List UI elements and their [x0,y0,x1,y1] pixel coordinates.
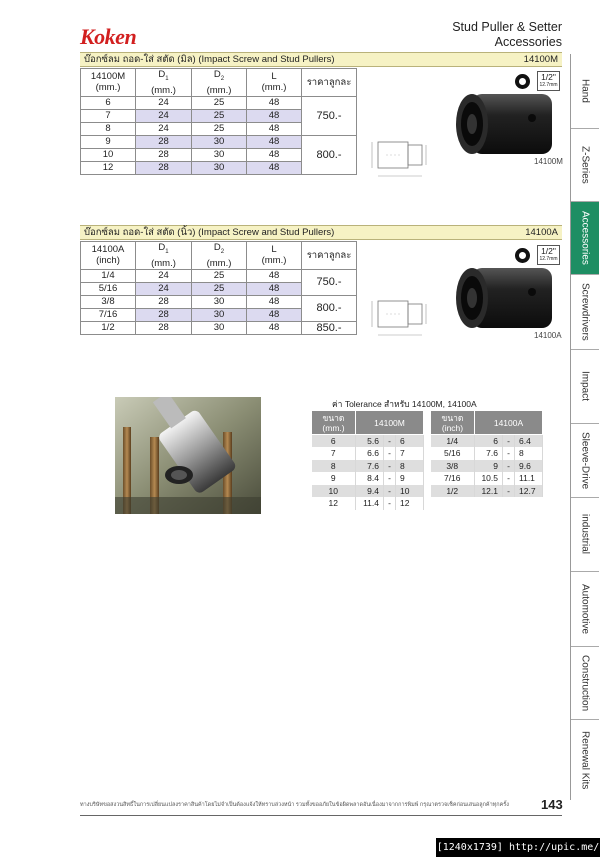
cell-min: 10.5 [475,472,503,485]
cell-size: 3/8 [431,460,475,473]
cell-d1: 24 [136,109,192,122]
cell-l: 48 [247,295,302,308]
cell-min: 5.6 [356,435,384,448]
tolerance-caption: ค่า Tolerance สำหรับ 14100M, 14100A [332,399,477,409]
table-row [312,460,424,473]
header-size: 14100A (inch) [81,242,136,270]
cell-d1: 24 [136,269,192,282]
cell-d2: 30 [192,295,247,308]
cell-d1: 24 [136,122,192,135]
cell-max: 9.6 [515,460,543,473]
cell-d2: 25 [192,269,247,282]
cell-d1: 28 [136,135,192,148]
header-title-line1: Stud Puller & Setter [452,20,562,34]
side-tab-automotive[interactable] [571,572,599,647]
table-header-row [81,69,357,97]
cell-size: 8 [312,460,356,473]
cell-l: 48 [247,269,302,282]
cell-l: 48 [247,308,302,321]
cell-min: 7.6 [356,460,384,473]
header-d2: $D_2$ (mm.) [192,69,247,97]
cell-dash: - [384,460,396,473]
inch-section-title-bar [80,225,562,240]
cell-size: 1/4 [431,435,475,448]
price-cell: 800.- [302,295,357,321]
drive-size-box: 1/2" 12.7mm [537,245,560,265]
koken-logo: Koken [80,24,137,49]
cell-dash: - [503,485,515,498]
cell-d2: 30 [192,321,247,334]
cell-size: 7 [81,109,136,122]
cell-size: 6 [81,96,136,109]
metric-spec-table [80,68,357,175]
metric-product-label: 14100M [534,157,563,166]
cell-max: 12 [396,497,424,510]
inch-spec-table [80,241,357,335]
inch-socket-image [450,262,560,334]
cell-max: 10 [396,485,424,498]
cell-d1: 28 [136,295,192,308]
cell-d1: 24 [136,96,192,109]
side-tab-sleeve-drive[interactable] [571,424,599,498]
side-tab-z-series[interactable] [571,129,599,202]
footer-divider [80,815,562,816]
side-tab-label: Z-Series [579,146,591,184]
cell-dash: - [503,447,515,460]
header-price: ราคาลูกละ [302,242,357,270]
side-tab-label: Renewal Kits [579,730,591,790]
side-tab-label: Sleeve-Drive [579,431,591,490]
square-drive-icon [515,248,530,263]
cell-min: 6.6 [356,447,384,460]
cell-d2: 25 [192,109,247,122]
cell-dash: - [384,435,396,448]
cell-dash: - [503,460,515,473]
side-tab-hand[interactable] [571,54,599,129]
header-l: L (mm.) [247,242,302,270]
table-row [81,295,357,308]
table-header-row [312,411,424,435]
side-tab-label: Hand [579,79,591,103]
table-row [312,435,424,448]
price-cell: 850.- [302,321,357,334]
drive-size-box: 1/2" 12.7mm [537,71,560,91]
cell-dash: - [384,497,396,510]
cell-d2: 25 [192,122,247,135]
stud-puller-application-photo [115,397,261,514]
side-tab-label: Construction [579,654,591,712]
cell-d2: 30 [192,161,247,174]
cell-size: 5/16 [431,447,475,460]
cell-l: 48 [247,161,302,174]
table-row [431,460,543,473]
cell-d1: 24 [136,282,192,295]
cell-max: 7 [396,447,424,460]
header-title-line2: Accessories [494,35,562,49]
table-row [431,485,543,498]
side-tab-industrial[interactable] [571,498,599,572]
cell-l: 48 [247,96,302,109]
inch-section-title: บ๊อกซ์ลม ถอด-ใส่ สตัด (นิ้ว) (Impact Screw and Stud Pullers) [84,227,335,238]
cell-size: 1/4 [81,269,136,282]
cell-d1: 28 [136,161,192,174]
price-cell: 800.- [302,135,357,174]
header-size: ขนาด (inch) [431,411,475,435]
cell-l: 48 [247,148,302,161]
cell-min: 6 [475,435,503,448]
metric-dimension-drawing [366,136,434,182]
header-l: L (mm.) [247,69,302,97]
cell-dash: - [384,485,396,498]
price-cell: 750.- [302,269,357,295]
cell-min: 8.4 [356,472,384,485]
cell-max: 12.7 [515,485,543,498]
upload-watermark: [1240x1739] http://upic.me/ [436,838,600,857]
side-tab-accessories[interactable] [571,202,599,275]
inch-section-code: 14100A [525,227,558,238]
cell-min: 9 [475,460,503,473]
table-row [312,472,424,485]
inch-dimension-drawing [366,295,434,341]
cell-size: 12 [312,497,356,510]
table-row [312,497,424,510]
header-d2: $D_2$ (mm.) [192,242,247,270]
cell-max: 6 [396,435,424,448]
page-number: 143 [541,797,563,812]
cell-size: 10 [81,148,136,161]
header-d1: $D_1$ (mm.) [136,242,192,270]
tolerance-metric-table [311,410,424,510]
inch-product-label: 14100A [534,331,562,340]
cell-d1: 28 [136,321,192,334]
cell-d2: 25 [192,282,247,295]
side-tab-label: Automotive [579,583,591,635]
table-row [312,485,424,498]
side-tab-label: Screwdrivers [579,283,591,341]
table-row [431,447,543,460]
cell-l: 48 [247,282,302,295]
cell-size: 9 [312,472,356,485]
cell-d1: 28 [136,148,192,161]
cell-d2: 30 [192,148,247,161]
cell-d1: 28 [136,308,192,321]
cell-size: 5/16 [81,282,136,295]
table-row [431,435,543,448]
cell-l: 48 [247,122,302,135]
header-size: 14100M (mm.) [81,69,136,97]
cell-min: 11.4 [356,497,384,510]
cell-max: 9 [396,472,424,485]
cell-dash: - [503,435,515,448]
page-header-title [452,20,562,50]
cell-size: 1/2 [431,485,475,498]
cell-max: 8 [515,447,543,460]
metric-section-title: บ๊อกซ์ลม ถอด-ใส่ สตัด (มิล) (Impact Screw and Stud Pullers) [84,54,335,65]
side-tab-renewal-kits[interactable] [571,720,599,800]
table-row [81,96,357,109]
cell-d2: 30 [192,135,247,148]
cell-d2: 30 [192,308,247,321]
square-drive-icon [515,74,530,89]
table-row [431,472,543,485]
header-d1: $D_1$ (mm.) [136,69,192,97]
cell-min: 7.6 [475,447,503,460]
cell-max: 6.4 [515,435,543,448]
header-code: 14100M [356,411,424,435]
cell-dash: - [503,472,515,485]
cell-l: 48 [247,135,302,148]
cell-min: 9.4 [356,485,384,498]
cell-size: 1/2 [81,321,136,334]
side-tab-label: Impact [579,371,591,402]
table-row [312,447,424,460]
price-cell: 750.- [302,96,357,135]
tolerance-inch-table [430,410,543,497]
cell-size: 8 [81,122,136,135]
header-code: 14100A [475,411,543,435]
metric-section-title-bar [80,52,562,67]
side-tab-impact[interactable] [571,350,599,424]
cell-dash: - [384,447,396,460]
table-header-row [431,411,543,435]
side-tab-label: Accessories [579,211,591,265]
cell-size: 3/8 [81,295,136,308]
cell-size: 7/16 [431,472,475,485]
cell-size: 10 [312,485,356,498]
table-row [81,135,357,148]
cell-min: 12.1 [475,485,503,498]
metric-section-code: 14100M [523,54,558,65]
cell-l: 48 [247,321,302,334]
table-header-row [81,242,357,270]
side-tab-construction[interactable] [571,647,599,720]
cell-max: 8 [396,460,424,473]
cell-size: 9 [81,135,136,148]
cell-size: 7/16 [81,308,136,321]
cell-l: 48 [247,109,302,122]
cell-size: 6 [312,435,356,448]
header-size: ขนาด (mm.) [312,411,356,435]
cell-dash: - [384,472,396,485]
cell-size: 7 [312,447,356,460]
footer-disclaimer: ทางบริษัทขอสงวนสิทธิ์ในการเปลี่ยนแปลงราคาสินค้าโดยไม่จำเป็นต้องแจ้งให้ทราบล่วงหน้า รวมทั้งขออภัยในข้อผิดพลาดอันเนื่องมาจากการพิมพ์ กรุณาตรวจเช็คก่อนเสนอลูกค้าทุกครั้ง [80,802,509,808]
side-tab-label: industrial [579,514,591,555]
cell-d2: 25 [192,96,247,109]
cell-size: 12 [81,161,136,174]
metric-socket-image [450,88,560,160]
side-tab-screwdrivers[interactable] [571,275,599,350]
category-side-tabs [570,54,598,800]
cell-max: 11.1 [515,472,543,485]
header-price: ราคาลูกละ [302,69,357,97]
table-row [81,269,357,282]
table-row [81,321,357,334]
